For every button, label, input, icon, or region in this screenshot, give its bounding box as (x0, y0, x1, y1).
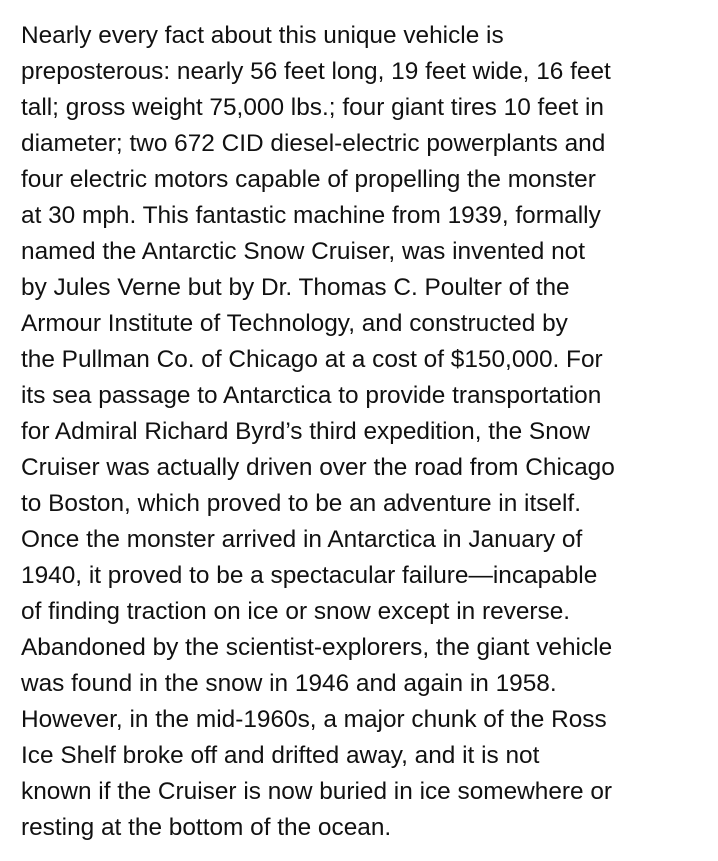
text-line: tall; gross weight 75,000 lbs.; four giant tires 10 feet in (21, 94, 604, 121)
text-line: its sea passage to Antarctica to provide transportation (21, 382, 602, 409)
text-line: was found in the snow in 1946 and again in 1958. (21, 670, 557, 697)
text-line: known if the Cruiser is now buried in ice somewhere or (21, 778, 613, 805)
text-line: diameter; two 672 CID diesel-electric powerplants and (21, 130, 606, 157)
text-line: preposterous: nearly 56 feet long, 19 feet wide, 16 feet (21, 58, 611, 85)
text-line: However, in the mid-1960s, a major chunk of the Ross (21, 706, 607, 733)
text-line: named the Antarctic Snow Cruiser, was invented not (21, 238, 585, 265)
text-line: 1940, it proved to be a spectacular failure—incapable (21, 562, 598, 589)
text-line: Ice Shelf broke off and drifted away, and it is not (21, 742, 540, 769)
document-paragraph (21, 18, 711, 846)
text-line: Nearly every fact about this unique vehicle is (21, 22, 504, 49)
text-line: resting at the bottom of the ocean. (21, 814, 392, 841)
text-line: the Pullman Co. of Chicago at a cost of $150,000. For (21, 346, 603, 373)
text-line: at 30 mph. This fantastic machine from 1939, formally (21, 202, 601, 229)
text-line: Armour Institute of Technology, and constructed by (21, 310, 568, 337)
text-line: to Boston, which proved to be an adventure in itself. (21, 490, 581, 517)
text-line: Abandoned by the scientist-explorers, the giant vehicle (21, 634, 613, 661)
text-line: four electric motors capable of propelling the monster (21, 166, 596, 193)
text-line: Cruiser was actually driven over the road from Chicago (21, 454, 615, 481)
text-line: of finding traction on ice or snow except in reverse. (21, 598, 571, 625)
text-line: for Admiral Richard Byrd’s third expedition, the Snow (21, 418, 590, 445)
text-line: by Jules Verne but by Dr. Thomas C. Poulter of the (21, 274, 570, 301)
text-line: Once the monster arrived in Antarctica in January of (21, 526, 583, 553)
